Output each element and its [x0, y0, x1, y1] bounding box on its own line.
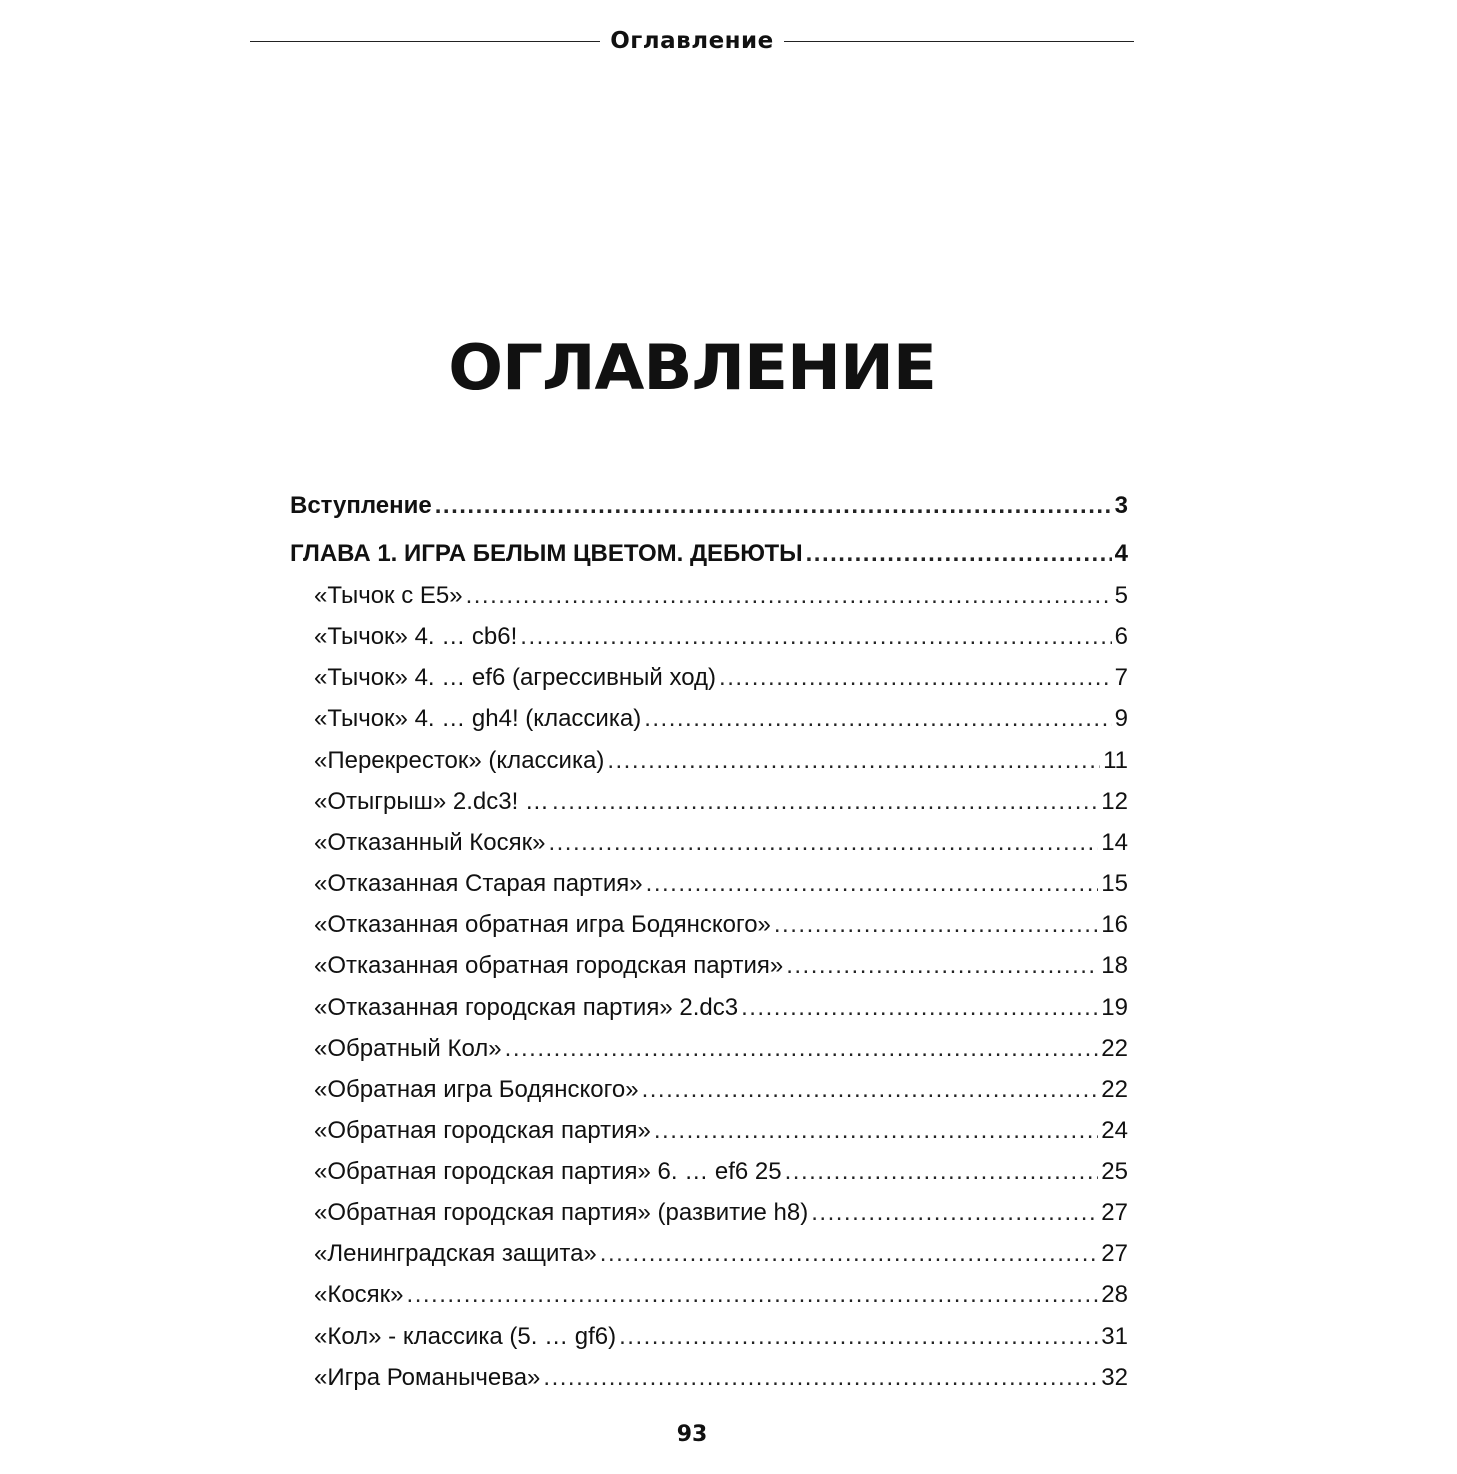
toc-entry-title: «Кол» - классика (5. … gf6): [314, 1323, 617, 1350]
toc-entry-title: «Отыгрыш» 2.dc3! …: [314, 788, 549, 815]
toc-entry-page: 14: [1101, 829, 1128, 856]
toc-entry-row: [314, 747, 1128, 783]
running-header: [250, 26, 1134, 56]
toc-entry-title: «Тычок с Е5»: [314, 582, 463, 609]
toc-dot-leader: [646, 870, 1099, 898]
toc-entry-page: 11: [1103, 747, 1128, 774]
toc-entry-title: Вступление: [290, 492, 432, 519]
toc-entry-page: 22: [1101, 1035, 1128, 1062]
toc-entry-row: [314, 870, 1128, 906]
header-rule-right: [784, 41, 1134, 42]
toc-entry-title: «Игра Романычева»: [314, 1364, 541, 1391]
toc-entry-row: [314, 1076, 1128, 1112]
toc-dot-leader: [435, 492, 1112, 520]
toc-entry-page: 16: [1101, 911, 1128, 938]
toc-entry-page: 32: [1101, 1364, 1128, 1391]
toc-dot-leader: [505, 1035, 1099, 1063]
toc-entry-row: [314, 1364, 1128, 1400]
toc-dot-leader: [654, 1117, 1098, 1145]
toc-entry-row: [314, 1035, 1128, 1071]
toc-entry-row: [314, 952, 1128, 988]
toc-entry-row: [314, 1281, 1128, 1317]
toc-dot-leader: [600, 1240, 1099, 1268]
toc-entry-title: «Косяк»: [314, 1281, 404, 1308]
toc-heading-row: [290, 492, 1128, 528]
toc-entry-page: 27: [1101, 1240, 1128, 1267]
toc-entry-title: «Ленинградская защита»: [314, 1240, 597, 1267]
toc-entry-title: «Тычок» 4. … ef6 (агрессивный ход): [314, 664, 717, 691]
toc-entry-page: 22: [1101, 1076, 1128, 1103]
toc-dot-leader: [811, 1199, 1098, 1227]
toc-entry-page: 15: [1101, 870, 1128, 897]
toc-entry-page: 7: [1114, 664, 1128, 691]
toc-entry-title: «Отказанная Старая партия»: [314, 870, 643, 897]
toc-dot-leader: [543, 1364, 1098, 1392]
toc-entry-title: «Отказанный Косяк»: [314, 829, 546, 856]
toc-entry-title: «Обратная игра Бодянского»: [314, 1076, 639, 1103]
toc-entry-row: [314, 1323, 1128, 1359]
toc-entry-title: «Тычок» 4. … cb6!: [314, 623, 518, 650]
toc-entry-title: «Обратная городская партия»: [314, 1117, 651, 1144]
toc-entry-row: [314, 1240, 1128, 1276]
toc-entry-page: 28: [1101, 1281, 1128, 1308]
toc-entry-row: [314, 1117, 1128, 1153]
toc-entry-page: 18: [1101, 952, 1128, 979]
page-title: ОГЛАВЛЕНИЕ: [448, 331, 936, 404]
toc-dot-leader: [619, 1323, 1098, 1351]
toc-entry-row: [314, 788, 1128, 824]
toc-entry-page: 12: [1101, 788, 1128, 815]
toc-dot-leader: [786, 952, 1098, 980]
toc-dot-leader: [552, 788, 1098, 816]
toc-entry-row: [314, 582, 1128, 618]
toc-entry-page: 27: [1101, 1199, 1128, 1226]
toc-entry-title: «Отказанная обратная игра Бодянского»: [314, 911, 771, 938]
running-header-label: Оглавление: [610, 28, 774, 54]
toc-entry-title: «Обратная городская партия» (развитие h8): [314, 1199, 809, 1226]
toc-dot-leader: [642, 1076, 1099, 1104]
toc-entry-page: 6: [1114, 623, 1128, 650]
toc-dot-leader: [785, 1158, 1099, 1186]
toc-dot-leader: [774, 911, 1098, 939]
toc-entry-row: [314, 623, 1128, 659]
toc-entry-row: [314, 705, 1128, 741]
toc-entry-title: «Тычок» 4. … gh4! (классика): [314, 705, 642, 732]
toc-entry-page: 9: [1114, 705, 1128, 732]
toc-dot-leader: [719, 664, 1112, 692]
toc-entry-page: 25: [1101, 1158, 1128, 1185]
toc-entry-title: «Отказанная обратная городская партия»: [314, 952, 784, 979]
toc-dot-leader: [466, 582, 1112, 610]
toc-entry-row: [314, 911, 1128, 947]
toc-entry-title: ГЛАВА 1. ИГРА БЕЛЫМ ЦВЕТОМ. ДЕБЮТЫ: [290, 540, 803, 567]
toc-entry-page: 3: [1114, 492, 1128, 519]
header-rule-left: [250, 41, 600, 42]
toc-entry-row: [314, 1158, 1128, 1194]
toc-dot-leader: [806, 540, 1112, 568]
toc-heading-row: [290, 540, 1128, 576]
toc-entry-page: 31: [1101, 1323, 1128, 1350]
toc-entry-row: [314, 829, 1128, 865]
toc-dot-leader: [520, 623, 1111, 651]
toc-entry-title: «Отказанная городская партия» 2.dc3: [314, 994, 739, 1021]
toc-entry-page: 19: [1101, 994, 1128, 1021]
toc-entry-title: «Обратная городская партия» 6. … ef6 25: [314, 1158, 782, 1185]
toc-entry-title: «Перекресток» (классика): [314, 747, 605, 774]
toc-entry-page: 24: [1101, 1117, 1128, 1144]
toc-dot-leader: [407, 1281, 1099, 1309]
toc-dot-leader: [548, 829, 1098, 857]
toc-entry-row: [314, 1199, 1128, 1235]
toc-entry-row: [314, 664, 1128, 700]
toc-entry-page: 5: [1114, 582, 1128, 609]
toc-dot-leader: [644, 705, 1111, 733]
toc-entry-page: 4: [1114, 540, 1128, 567]
toc-entry-row: [314, 994, 1128, 1030]
toc-dot-leader: [741, 994, 1098, 1022]
toc-entry-title: «Обратный Кол»: [314, 1035, 502, 1062]
page-number: 93: [676, 1422, 708, 1447]
toc-dot-leader: [607, 747, 1100, 775]
